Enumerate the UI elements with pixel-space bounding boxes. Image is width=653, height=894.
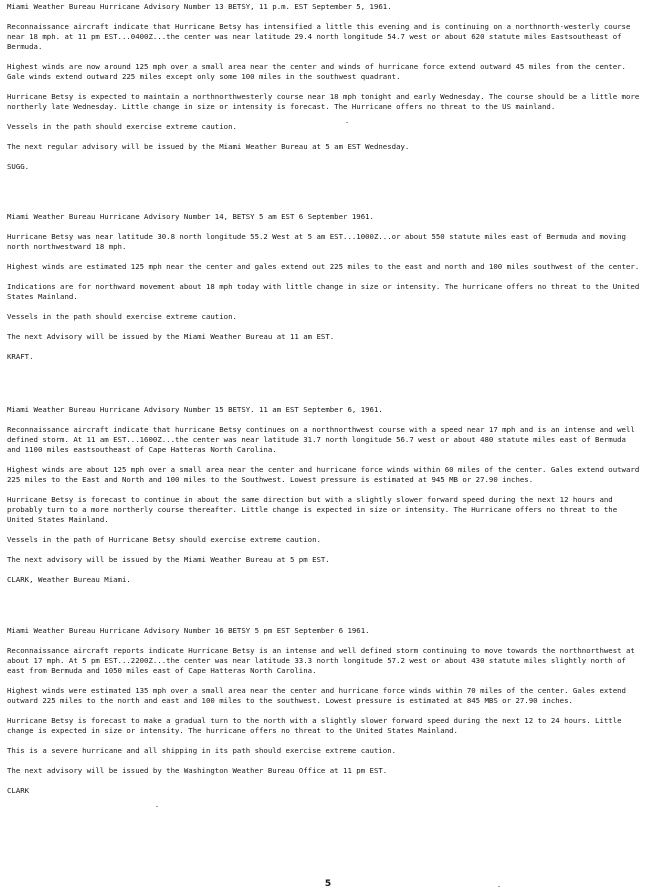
advisory-paragraph: Hurricane Betsy is forecast to continue in about the same direction but with a slightly slower forward speed during the next 12 hours and probably turn to a more northerly course thereafter. Little change is expected in size or intensity. The Hurricane offers no threat to the United States Mainland. <box>7 495 618 524</box>
advisory-paragraph: The next advisory will be issued by the Miami Weather Bureau at 5 pm EST. <box>7 555 330 564</box>
advisory-14 <box>7 212 643 362</box>
advisory-header: Miami Weather Bureau Hurricane Advisory Number 13 BETSY, 11 p.m. EST September 5, 1961. <box>7 2 392 11</box>
scan-speck <box>498 886 500 887</box>
advisory-paragraph: Vessels in the path of Hurricane Betsy should exercise extreme caution. <box>7 535 321 544</box>
advisory-paragraph: Highest winds are about 125 mph over a small area near the center and hurricane force winds within 60 miles of the center. Gales extend outward 225 miles to the East and North and 100 miles to the Southwest. Lowest pressure is estimated at 945 MB or 27.90 inches. <box>7 465 640 484</box>
advisory-paragraph: Vessels in the path should exercise extreme caution. <box>7 312 237 321</box>
advisory-paragraph: Hurricane Betsy was near latitude 30.8 north longitude 55.2 West at 5 am EST...1000Z...or about 550 statute miles east of Bermuda and moving north northwestward 18 mph. <box>7 232 626 251</box>
advisory-16 <box>7 626 643 796</box>
advisory-signature: CLARK, Weather Bureau Miami. <box>7 575 131 584</box>
advisory-signature: CLARK <box>7 786 30 795</box>
advisory-paragraph: Reconnaissance aircraft reports indicate Hurricane Betsy is an intense and well defined storm continuing to move towards the northnorthwest at about 17 mph. At 5 pm EST...2200Z...the center was near latitude 33.3 north longitude 57.2 west or about 430 statute miles slightly north of east from Bermuda and 1050 miles east of Cape Hatteras North Carolina. <box>7 646 635 675</box>
advisory-paragraph: Hurricane Betsy is expected to maintain a northnorthwesterly course near 18 mph tonight and early Wednesday. The course should be a little more northerly late Wednesday. Little change in size or intensity is forecast. The Hurricane offers no threat to the US mainland. <box>7 92 640 111</box>
advisory-paragraph: Reconnaissance aircraft indicate that hurricane Betsy continues on a northnorthwest course with a speed near 17 mph and is an intense and well defined storm. At 11 am EST...1600Z...the center was near latitude 31.7 north longitude 56.7 west or about 480 statute miles east of Bermuda and 1100 miles eastsoutheast of Cape Hatteras North Carolina. <box>7 425 635 454</box>
advisory-paragraph: Highest winds are now around 125 mph over a small area near the center and winds of hurricane force extend outward 45 miles from the center. Gale winds extend outward 225 miles except only some 100 miles in the southwest quadrant. <box>7 62 626 81</box>
advisory-header: Miami Weather Bureau Hurricane Advisory Number 15 BETSY. 11 am EST September 6, 1961. <box>7 405 383 414</box>
advisory-header: Miami Weather Bureau Hurricane Advisory Number 16 BETSY 5 pm EST September 6 1961. <box>7 626 370 635</box>
advisory-paragraph: Vessels in the path should exercise extreme caution. <box>7 122 237 131</box>
scan-speck <box>346 122 348 123</box>
page-number: 5 <box>324 879 332 889</box>
advisory-paragraph: This is a severe hurricane and all shipping in its path should exercise extreme caution. <box>7 746 397 755</box>
advisory-15 <box>7 405 643 585</box>
advisory-paragraph: Hurricane Betsy is forecast to make a gradual turn to the north with a slightly slower forward speed during the next 12 to 24 hours. Little change is expected in size or intensity. The hurricane offers no threat to the United States Mainland. <box>7 716 622 735</box>
advisory-header: Miami Weather Bureau Hurricane Advisory Number 14, BETSY 5 am EST 6 September 1961. <box>7 212 374 221</box>
advisory-paragraph: Indications are for northward movement about 18 mph today with little change in size or intensity. The hurricane offers no threat to the United States Mainland. <box>7 282 640 301</box>
scan-speck <box>156 806 158 807</box>
advisory-13 <box>7 2 643 172</box>
advisory-paragraph: The next regular advisory will be issued by the Miami Weather Bureau at 5 am EST Wednesday. <box>7 142 410 151</box>
advisory-paragraph: The next advisory will be issued by the Washington Weather Bureau Office at 11 pm EST. <box>7 766 388 775</box>
advisory-signature: KRAFT. <box>7 352 34 361</box>
advisory-paragraph: Reconnaissance aircraft indicate that Hurricane Betsy has intensified a little this evening and is continuing on a northnorth-westerly course near 18 mph. at 11 pm EST...0400Z...the center was near latitude 29.4 north longitude 54.7 west or about 620 statute miles Eastsoutheast of Bermuda. <box>7 22 631 51</box>
advisory-signature: SUGG. <box>7 162 30 171</box>
advisory-paragraph: The next Advisory will be issued by the Miami Weather Bureau at 11 am EST. <box>7 332 335 341</box>
advisory-paragraph: Highest winds were estimated 135 mph over a small area near the center and hurricane force winds within 70 miles of the center. Gales extend outward 225 miles to the north and east and 100 miles to the southwest. Lowest pressure is estimated at 845 MBS or 27.90 inches. <box>7 686 626 705</box>
advisory-paragraph: Highest winds are estimated 125 mph near the center and gales extend out 225 miles to the east and north and 100 miles southwest of the center. <box>7 262 640 271</box>
